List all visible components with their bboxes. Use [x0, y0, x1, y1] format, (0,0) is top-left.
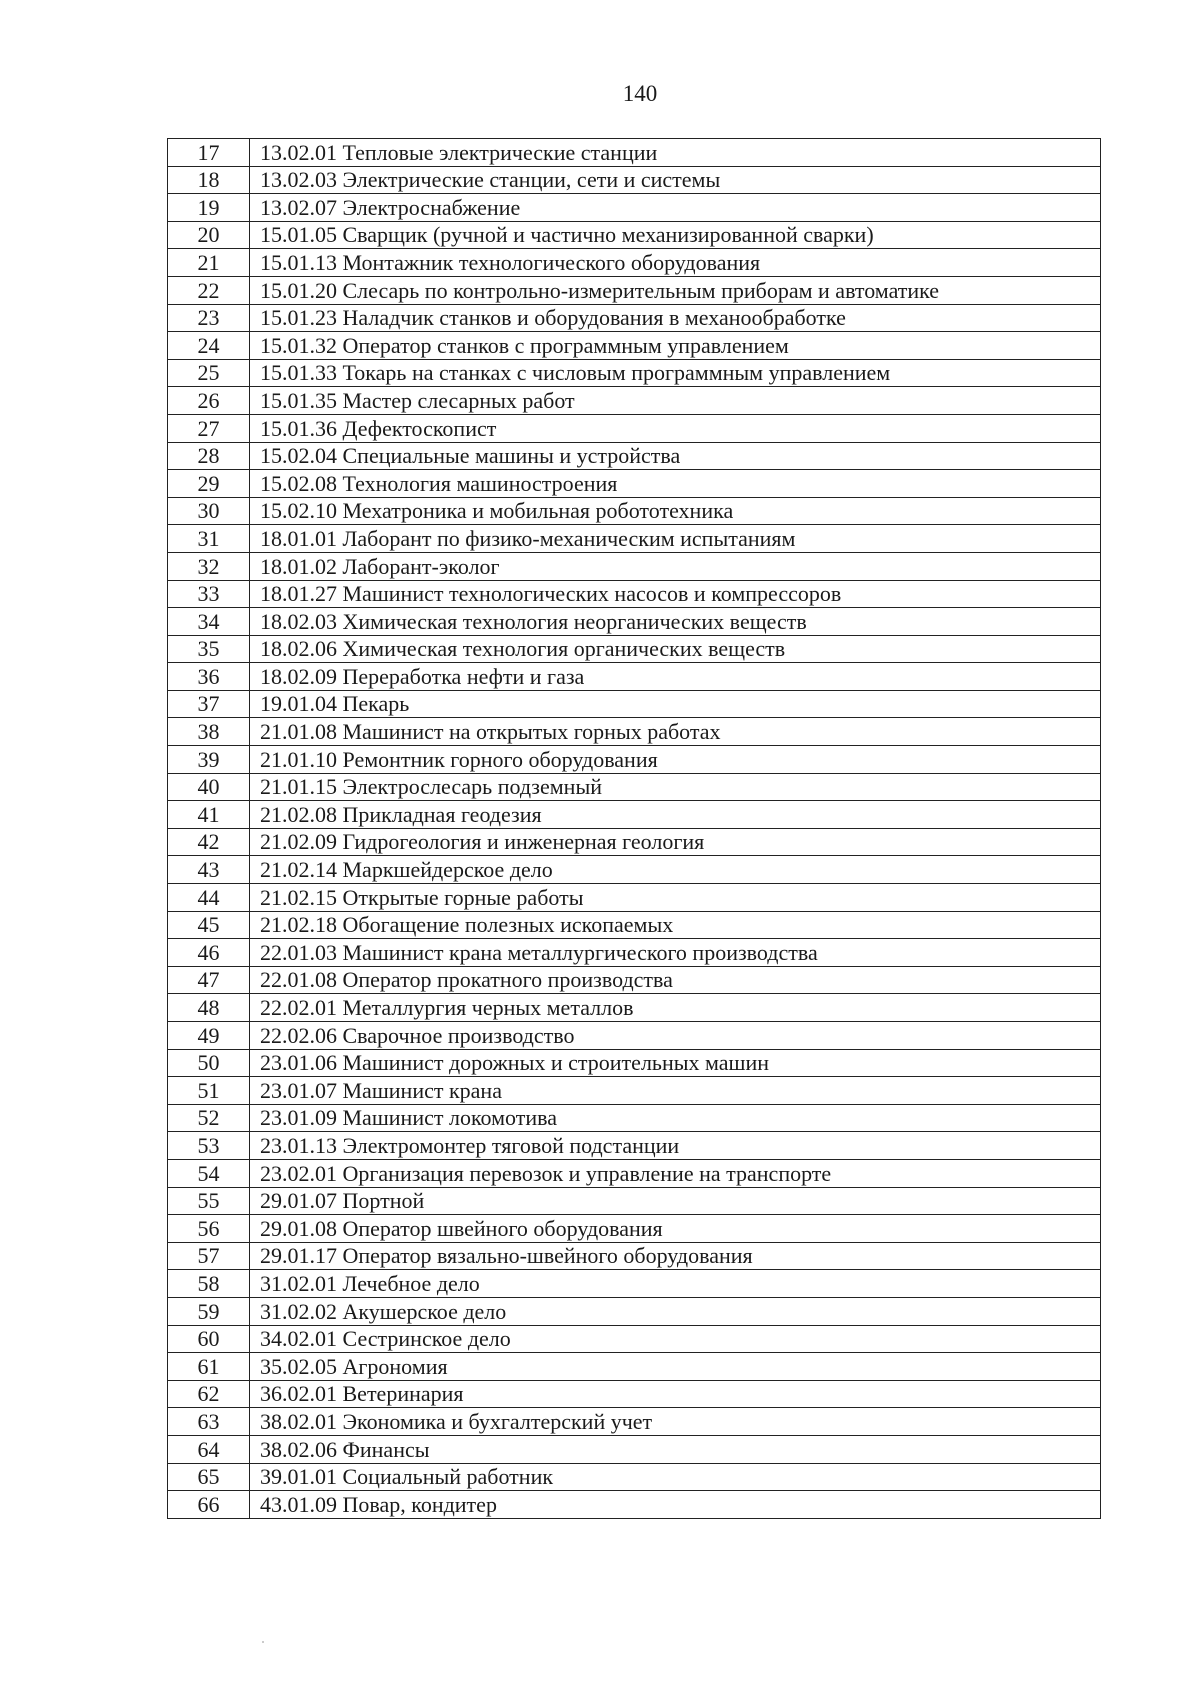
- table-row: [168, 1022, 1101, 1050]
- row-number-cell: 55: [168, 1187, 250, 1215]
- specialty-cell: 15.01.32 Оператор станков с программным управлением: [250, 332, 1101, 360]
- specialty-cell: 15.01.35 Мастер слесарных работ: [250, 387, 1101, 415]
- row-number-cell: 50: [168, 1049, 250, 1077]
- row-number-cell: 39: [168, 746, 250, 774]
- specialty-cell: 22.01.03 Машинист крана металлургического производства: [250, 939, 1101, 967]
- row-number-cell: 60: [168, 1325, 250, 1353]
- row-number-cell: 45: [168, 911, 250, 939]
- table-row: [168, 746, 1101, 774]
- specialty-cell: 15.01.13 Монтажник технологического оборудования: [250, 249, 1101, 277]
- table-row: [168, 939, 1101, 967]
- specialty-cell: 36.02.01 Ветеринария: [250, 1380, 1101, 1408]
- specialty-cell: 21.01.15 Электрослесарь подземный: [250, 773, 1101, 801]
- row-number-cell: 59: [168, 1297, 250, 1325]
- row-number-cell: 54: [168, 1159, 250, 1187]
- row-number-cell: 42: [168, 828, 250, 856]
- table-row: [168, 1270, 1101, 1298]
- row-number-cell: 37: [168, 690, 250, 718]
- table-row: [168, 690, 1101, 718]
- specialty-cell: 21.02.14 Маркшейдерское дело: [250, 856, 1101, 884]
- table-row: [168, 525, 1101, 553]
- table-row: [168, 1242, 1101, 1270]
- table-row: [168, 1325, 1101, 1353]
- table-row: [168, 359, 1101, 387]
- table-row: [168, 1353, 1101, 1381]
- row-number-cell: 40: [168, 773, 250, 801]
- specialty-cell: 18.01.02 Лаборант-эколог: [250, 552, 1101, 580]
- specialty-cell: 29.01.17 Оператор вязально-швейного оборудования: [250, 1242, 1101, 1270]
- specialty-cell: 13.02.03 Электрические станции, сети и системы: [250, 166, 1101, 194]
- table-row: [168, 1491, 1101, 1519]
- row-number-cell: 48: [168, 994, 250, 1022]
- table-row: [168, 828, 1101, 856]
- specialty-cell: 23.01.09 Машинист локомотива: [250, 1104, 1101, 1132]
- specialty-cell: 22.01.08 Оператор прокатного производства: [250, 966, 1101, 994]
- table-row: [168, 470, 1101, 498]
- row-number-cell: 52: [168, 1104, 250, 1132]
- specialty-cell: 34.02.01 Сестринское дело: [250, 1325, 1101, 1353]
- table-row: [168, 194, 1101, 222]
- row-number-cell: 31: [168, 525, 250, 553]
- table-row: [168, 304, 1101, 332]
- row-number-cell: 65: [168, 1463, 250, 1491]
- table-row: [168, 221, 1101, 249]
- table-row: [168, 552, 1101, 580]
- row-number-cell: 61: [168, 1353, 250, 1381]
- row-number-cell: 19: [168, 194, 250, 222]
- specialty-cell: 13.02.07 Электроснабжение: [250, 194, 1101, 222]
- table-row: [168, 332, 1101, 360]
- specialty-cell: 15.01.36 Дефектоскопист: [250, 414, 1101, 442]
- table-row: [168, 773, 1101, 801]
- specialty-cell: 13.02.01 Тепловые электрические станции: [250, 139, 1101, 167]
- table-row: [168, 414, 1101, 442]
- row-number-cell: 47: [168, 966, 250, 994]
- row-number-cell: 46: [168, 939, 250, 967]
- specialty-cell: 18.01.01 Лаборант по физико-механическим испытаниям: [250, 525, 1101, 553]
- row-number-cell: 29: [168, 470, 250, 498]
- table-row: [168, 1049, 1101, 1077]
- specialty-cell: 22.02.01 Металлургия черных металлов: [250, 994, 1101, 1022]
- specialty-cell: 39.01.01 Социальный работник: [250, 1463, 1101, 1491]
- specialty-cell: 23.02.01 Организация перевозок и управление на транспорте: [250, 1159, 1101, 1187]
- scan-speck: [262, 1641, 264, 1643]
- specialty-table-container: [167, 138, 1101, 1519]
- specialty-cell: 15.02.10 Мехатроника и мобильная робототехника: [250, 497, 1101, 525]
- row-number-cell: 30: [168, 497, 250, 525]
- row-number-cell: 62: [168, 1380, 250, 1408]
- row-number-cell: 49: [168, 1022, 250, 1050]
- specialty-cell: 21.02.15 Открытые горные работы: [250, 884, 1101, 912]
- table-row: [168, 884, 1101, 912]
- table-row: [168, 1159, 1101, 1187]
- table-row: [168, 911, 1101, 939]
- specialty-cell: 15.02.04 Специальные машины и устройства: [250, 442, 1101, 470]
- page-number: 140: [622, 81, 658, 106]
- row-number-cell: 33: [168, 580, 250, 608]
- row-number-cell: 63: [168, 1408, 250, 1436]
- row-number-cell: 21: [168, 249, 250, 277]
- table-row: [168, 1104, 1101, 1132]
- specialty-cell: 15.01.23 Наладчик станков и оборудования в механообработке: [250, 304, 1101, 332]
- table-row: [168, 1297, 1101, 1325]
- specialty-cell: 21.01.10 Ремонтник горного оборудования: [250, 746, 1101, 774]
- row-number-cell: 58: [168, 1270, 250, 1298]
- table-row: [168, 1077, 1101, 1105]
- table-row: [168, 635, 1101, 663]
- specialty-cell: 38.02.01 Экономика и бухгалтерский учет: [250, 1408, 1101, 1436]
- specialty-cell: 35.02.05 Агрономия: [250, 1353, 1101, 1381]
- row-number-cell: 32: [168, 552, 250, 580]
- table-row: [168, 1463, 1101, 1491]
- table-row: [168, 1132, 1101, 1160]
- specialty-cell: 15.01.20 Слесарь по контрольно-измерительным приборам и автоматике: [250, 276, 1101, 304]
- specialty-cell: 38.02.06 Финансы: [250, 1435, 1101, 1463]
- table-row: [168, 276, 1101, 304]
- row-number-cell: 66: [168, 1491, 250, 1519]
- table-row: [168, 1380, 1101, 1408]
- specialty-cell: 21.02.08 Прикладная геодезия: [250, 801, 1101, 829]
- row-number-cell: 27: [168, 414, 250, 442]
- row-number-cell: 18: [168, 166, 250, 194]
- table-row: [168, 718, 1101, 746]
- specialty-cell: 19.01.04 Пекарь: [250, 690, 1101, 718]
- specialty-cell: 43.01.09 Повар, кондитер: [250, 1491, 1101, 1519]
- table-row: [168, 1435, 1101, 1463]
- row-number-cell: 25: [168, 359, 250, 387]
- row-number-cell: 53: [168, 1132, 250, 1160]
- specialty-cell: 21.02.18 Обогащение полезных ископаемых: [250, 911, 1101, 939]
- specialty-cell: 22.02.06 Сварочное производство: [250, 1022, 1101, 1050]
- row-number-cell: 36: [168, 663, 250, 691]
- specialty-cell: 18.01.27 Машинист технологических насосов и компрессоров: [250, 580, 1101, 608]
- row-number-cell: 17: [168, 139, 250, 167]
- specialty-table: [167, 138, 1101, 1519]
- table-row: [168, 856, 1101, 884]
- row-number-cell: 28: [168, 442, 250, 470]
- row-number-cell: 20: [168, 221, 250, 249]
- row-number-cell: 24: [168, 332, 250, 360]
- table-row: [168, 663, 1101, 691]
- table-row: [168, 580, 1101, 608]
- table-row: [168, 1215, 1101, 1243]
- specialty-cell: 29.01.07 Портной: [250, 1187, 1101, 1215]
- row-number-cell: 22: [168, 276, 250, 304]
- specialty-cell: 15.01.05 Сварщик (ручной и частично механизированной сварки): [250, 221, 1101, 249]
- table-row: [168, 1187, 1101, 1215]
- row-number-cell: 35: [168, 635, 250, 663]
- row-number-cell: 64: [168, 1435, 250, 1463]
- specialty-cell: 21.01.08 Машинист на открытых горных работах: [250, 718, 1101, 746]
- row-number-cell: 23: [168, 304, 250, 332]
- specialty-cell: 15.02.08 Технология машиностроения: [250, 470, 1101, 498]
- table-row: [168, 442, 1101, 470]
- table-row: [168, 249, 1101, 277]
- table-row: [168, 387, 1101, 415]
- specialty-cell: 23.01.06 Машинист дорожных и строительных машин: [250, 1049, 1101, 1077]
- table-row: [168, 139, 1101, 167]
- specialty-table-body: [168, 139, 1101, 1519]
- table-row: [168, 801, 1101, 829]
- row-number-cell: 43: [168, 856, 250, 884]
- specialty-cell: 23.01.07 Машинист крана: [250, 1077, 1101, 1105]
- table-row: [168, 994, 1101, 1022]
- specialty-cell: 29.01.08 Оператор швейного оборудования: [250, 1215, 1101, 1243]
- table-row: [168, 497, 1101, 525]
- row-number-cell: 41: [168, 801, 250, 829]
- table-row: [168, 966, 1101, 994]
- specialty-cell: 15.01.33 Токарь на станках с числовым программным управлением: [250, 359, 1101, 387]
- row-number-cell: 34: [168, 608, 250, 636]
- specialty-cell: 18.02.06 Химическая технология органических веществ: [250, 635, 1101, 663]
- specialty-cell: 31.02.02 Акушерское дело: [250, 1297, 1101, 1325]
- specialty-cell: 18.02.03 Химическая технология неорганических веществ: [250, 608, 1101, 636]
- specialty-cell: 21.02.09 Гидрогеология и инженерная геология: [250, 828, 1101, 856]
- row-number-cell: 38: [168, 718, 250, 746]
- row-number-cell: 51: [168, 1077, 250, 1105]
- specialty-cell: 23.01.13 Электромонтер тяговой подстанции: [250, 1132, 1101, 1160]
- table-row: [168, 166, 1101, 194]
- row-number-cell: 56: [168, 1215, 250, 1243]
- row-number-cell: 26: [168, 387, 250, 415]
- table-row: [168, 608, 1101, 636]
- table-row: [168, 1408, 1101, 1436]
- specialty-cell: 31.02.01 Лечебное дело: [250, 1270, 1101, 1298]
- specialty-cell: 18.02.09 Переработка нефти и газа: [250, 663, 1101, 691]
- row-number-cell: 44: [168, 884, 250, 912]
- row-number-cell: 57: [168, 1242, 250, 1270]
